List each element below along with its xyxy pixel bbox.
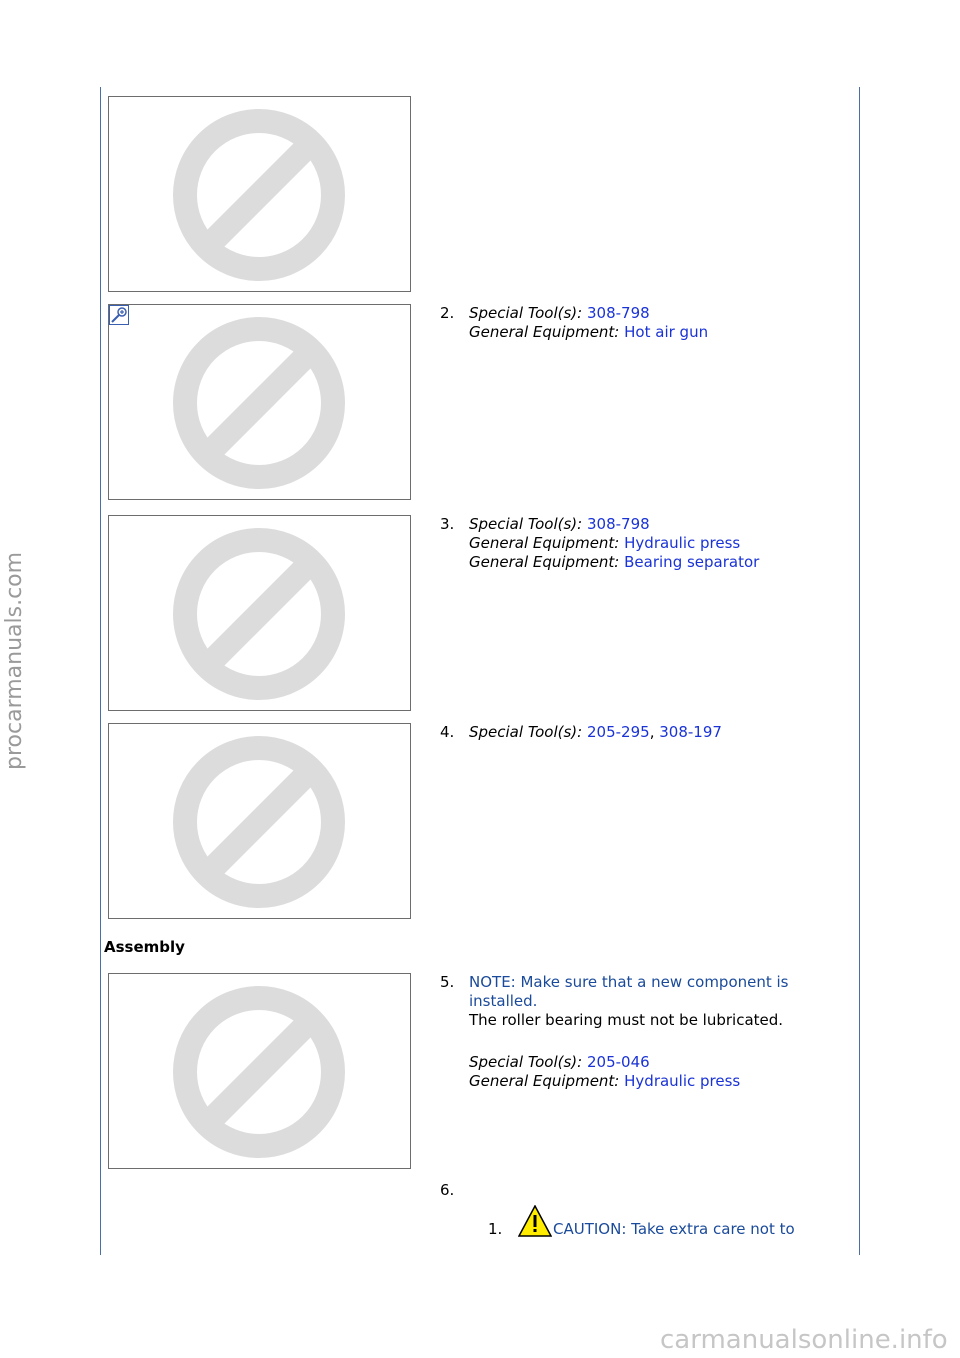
step-number: 4. — [440, 723, 455, 741]
step-number: 2. — [440, 304, 455, 322]
note-text: NOTE: Make sure that a new component is installed. — [469, 973, 789, 1010]
bottom-watermark: carmanualsonline.info — [660, 1325, 948, 1355]
figure-4 — [108, 723, 411, 919]
instruction-text: The roller bearing must not be lubricated. — [469, 1011, 784, 1029]
right-margin-rule — [859, 87, 860, 1255]
caution-text: CAUTION: Take extra care not to — [553, 1220, 795, 1238]
zoom-icon[interactable] — [109, 305, 129, 325]
tool-link[interactable]: 205-295 — [587, 723, 650, 741]
general-equipment-line: General Equipment: Bearing separator — [469, 553, 760, 571]
step-number: 6. — [440, 1181, 455, 1199]
figure-3 — [108, 515, 411, 711]
figure-5 — [108, 973, 411, 1169]
special-tool-line: Special Tool(s): 205-046 — [469, 1053, 650, 1071]
special-tool-line: Special Tool(s): 308-798 — [469, 515, 650, 533]
equipment-link[interactable]: Hydraulic press — [624, 534, 741, 552]
equipment-link[interactable]: Hydraulic press — [624, 1072, 741, 1090]
image-unavailable-icon — [171, 734, 347, 910]
step-number: 3. — [440, 515, 455, 533]
special-tool-line: Special Tool(s): 308-798 — [469, 304, 650, 322]
step-number: 5. — [440, 973, 455, 991]
image-unavailable-icon — [171, 526, 347, 702]
figure-1 — [108, 96, 411, 292]
substep-number: 1. — [488, 1220, 503, 1238]
tool-link[interactable]: 308-798 — [587, 304, 650, 322]
tool-link[interactable]: 308-197 — [659, 723, 722, 741]
tool-link[interactable]: 308-798 — [587, 515, 650, 533]
side-watermark: procarmanuals.com — [2, 551, 27, 770]
equipment-link[interactable]: Bearing separator — [624, 553, 760, 571]
general-equipment-line: General Equipment: Hot air gun — [469, 323, 709, 341]
warning-triangle-icon — [518, 1205, 552, 1237]
special-tool-line: Special Tool(s): 205-295, 308-197 — [469, 723, 722, 741]
link-separator: , — [649, 723, 660, 741]
equipment-link[interactable]: Hot air gun — [624, 323, 709, 341]
general-equipment-line: General Equipment: Hydraulic press — [469, 1072, 741, 1090]
figure-2 — [108, 304, 411, 500]
left-margin-rule — [100, 87, 101, 1255]
image-unavailable-icon — [171, 315, 347, 491]
image-unavailable-icon — [171, 107, 347, 283]
tool-link[interactable]: 205-046 — [587, 1053, 650, 1071]
image-unavailable-icon — [171, 984, 347, 1160]
section-heading: Assembly — [104, 938, 185, 956]
general-equipment-line: General Equipment: Hydraulic press — [469, 534, 741, 552]
